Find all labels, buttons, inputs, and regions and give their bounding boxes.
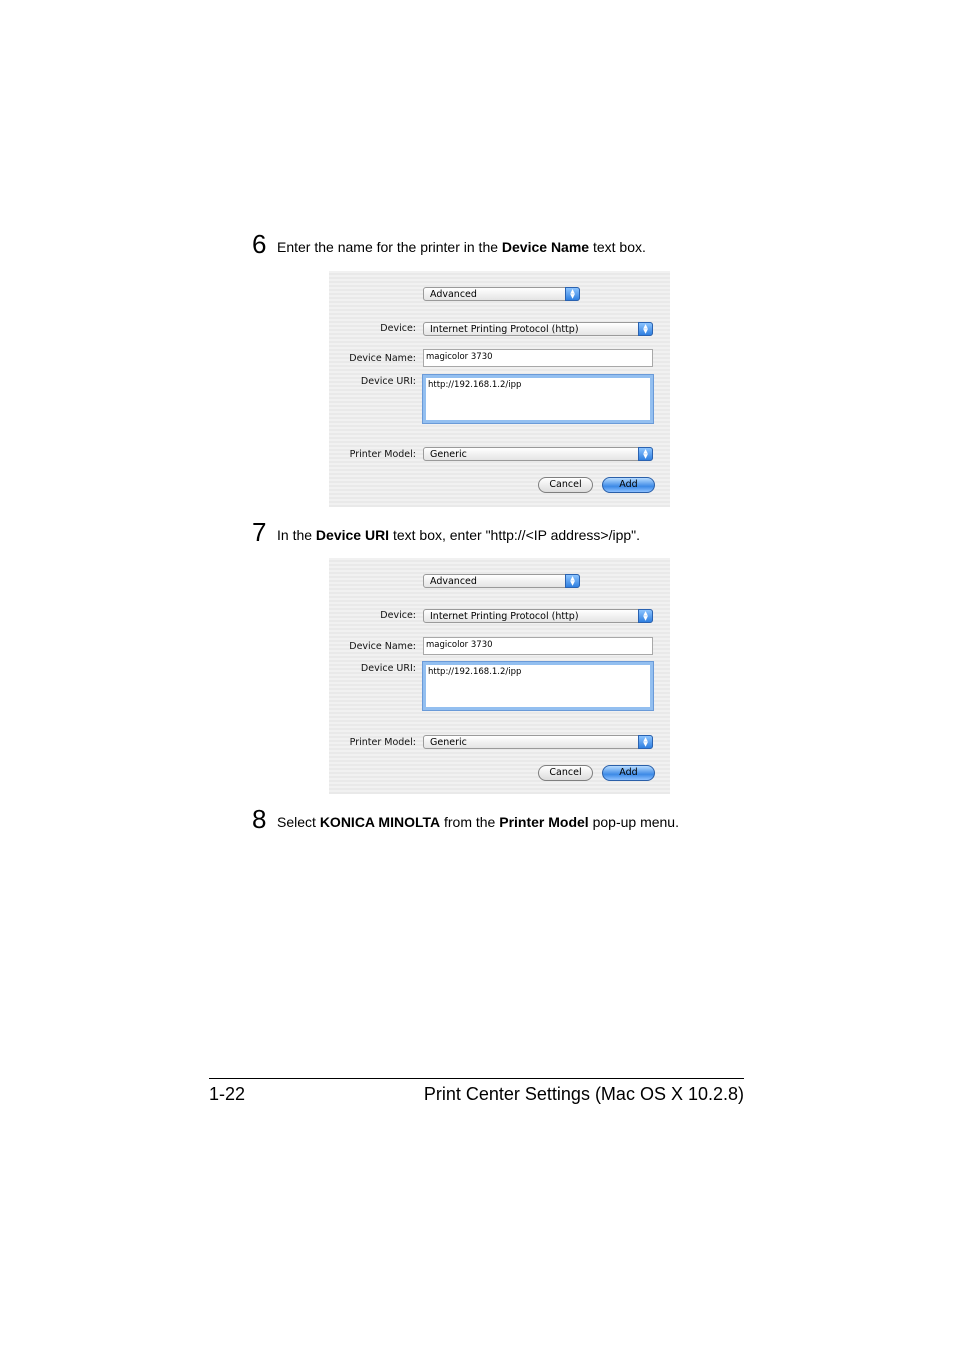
- popup-arrows-icon: ▲ ▼: [638, 447, 653, 461]
- device-uri-label: Device URI:: [360, 376, 416, 387]
- connection-type-popup[interactable]: [423, 287, 580, 301]
- printer-model-popup[interactable]: [423, 447, 653, 461]
- device-uri-label: Device URI:: [360, 663, 416, 674]
- device-popup[interactable]: [423, 322, 653, 336]
- printer-model-label: Printer Model:: [349, 449, 416, 460]
- emphasis: Printer Model: [499, 814, 589, 830]
- device-label: Device:: [380, 323, 416, 334]
- printer-add-dialog: [329, 558, 670, 794]
- device-name-label: Device Name:: [349, 353, 416, 364]
- step-number: 6: [252, 229, 267, 259]
- printer-model-popup[interactable]: [423, 735, 653, 749]
- device-name-label: Device Name:: [349, 641, 416, 652]
- text: from the: [440, 814, 500, 830]
- popup-arrows-icon: ▲ ▼: [638, 322, 653, 336]
- field-value: magicolor 3730: [426, 640, 493, 650]
- page-number: 1-22: [209, 1084, 246, 1104]
- cancel-button[interactable]: Cancel: [538, 765, 593, 781]
- text: In the: [277, 527, 316, 543]
- popup-arrows-icon: ▲ ▼: [565, 287, 580, 301]
- popup-value: Generic: [430, 449, 467, 460]
- field-value: magicolor 3730: [426, 352, 493, 362]
- popup-arrows-icon: ▲ ▼: [638, 609, 653, 623]
- section-title: Print Center Settings (Mac OS X 10.2.8): [423, 1084, 744, 1104]
- popup-value: Advanced: [430, 576, 477, 587]
- footer-divider: [209, 1078, 744, 1079]
- popup-value: Internet Printing Protocol (http): [430, 324, 579, 335]
- printer-model-label: Printer Model:: [349, 737, 416, 748]
- printer-add-dialog: [329, 271, 670, 507]
- device-name-field[interactable]: [423, 637, 653, 655]
- device-label: Device:: [380, 610, 416, 621]
- device-name-field[interactable]: [423, 349, 653, 367]
- text: Enter the name for the printer in the: [277, 239, 502, 255]
- text: text box, enter "http://<IP address>/ipp".: [389, 527, 641, 543]
- popup-arrows-icon: ▲ ▼: [638, 735, 653, 749]
- step-instruction: [277, 239, 646, 255]
- emphasis: Device URI: [315, 527, 390, 543]
- field-value: http://192.168.1.2/ipp: [428, 667, 522, 677]
- popup-arrows-icon: ▲ ▼: [565, 574, 580, 588]
- device-uri-field[interactable]: [423, 662, 653, 710]
- text: Select: [277, 814, 320, 830]
- popup-value: Advanced: [430, 289, 477, 300]
- add-button[interactable]: Add: [602, 477, 655, 493]
- device-uri-field[interactable]: [423, 375, 653, 423]
- connection-type-popup[interactable]: [423, 574, 580, 588]
- step-instruction: [277, 527, 640, 543]
- step-number: 8: [252, 804, 267, 834]
- emphasis: Device Name: [501, 239, 590, 255]
- add-button[interactable]: Add: [602, 765, 655, 781]
- cancel-button[interactable]: Cancel: [538, 477, 593, 493]
- emphasis: KONICA MINOLTA: [319, 814, 441, 830]
- device-popup[interactable]: [423, 609, 653, 623]
- field-value: http://192.168.1.2/ipp: [428, 380, 522, 390]
- text: pop-up menu.: [588, 814, 679, 830]
- text: text box.: [589, 239, 646, 255]
- step-instruction: [277, 814, 679, 830]
- popup-value: Generic: [430, 737, 467, 748]
- popup-value: Internet Printing Protocol (http): [430, 611, 579, 622]
- step-number: 7: [252, 517, 267, 547]
